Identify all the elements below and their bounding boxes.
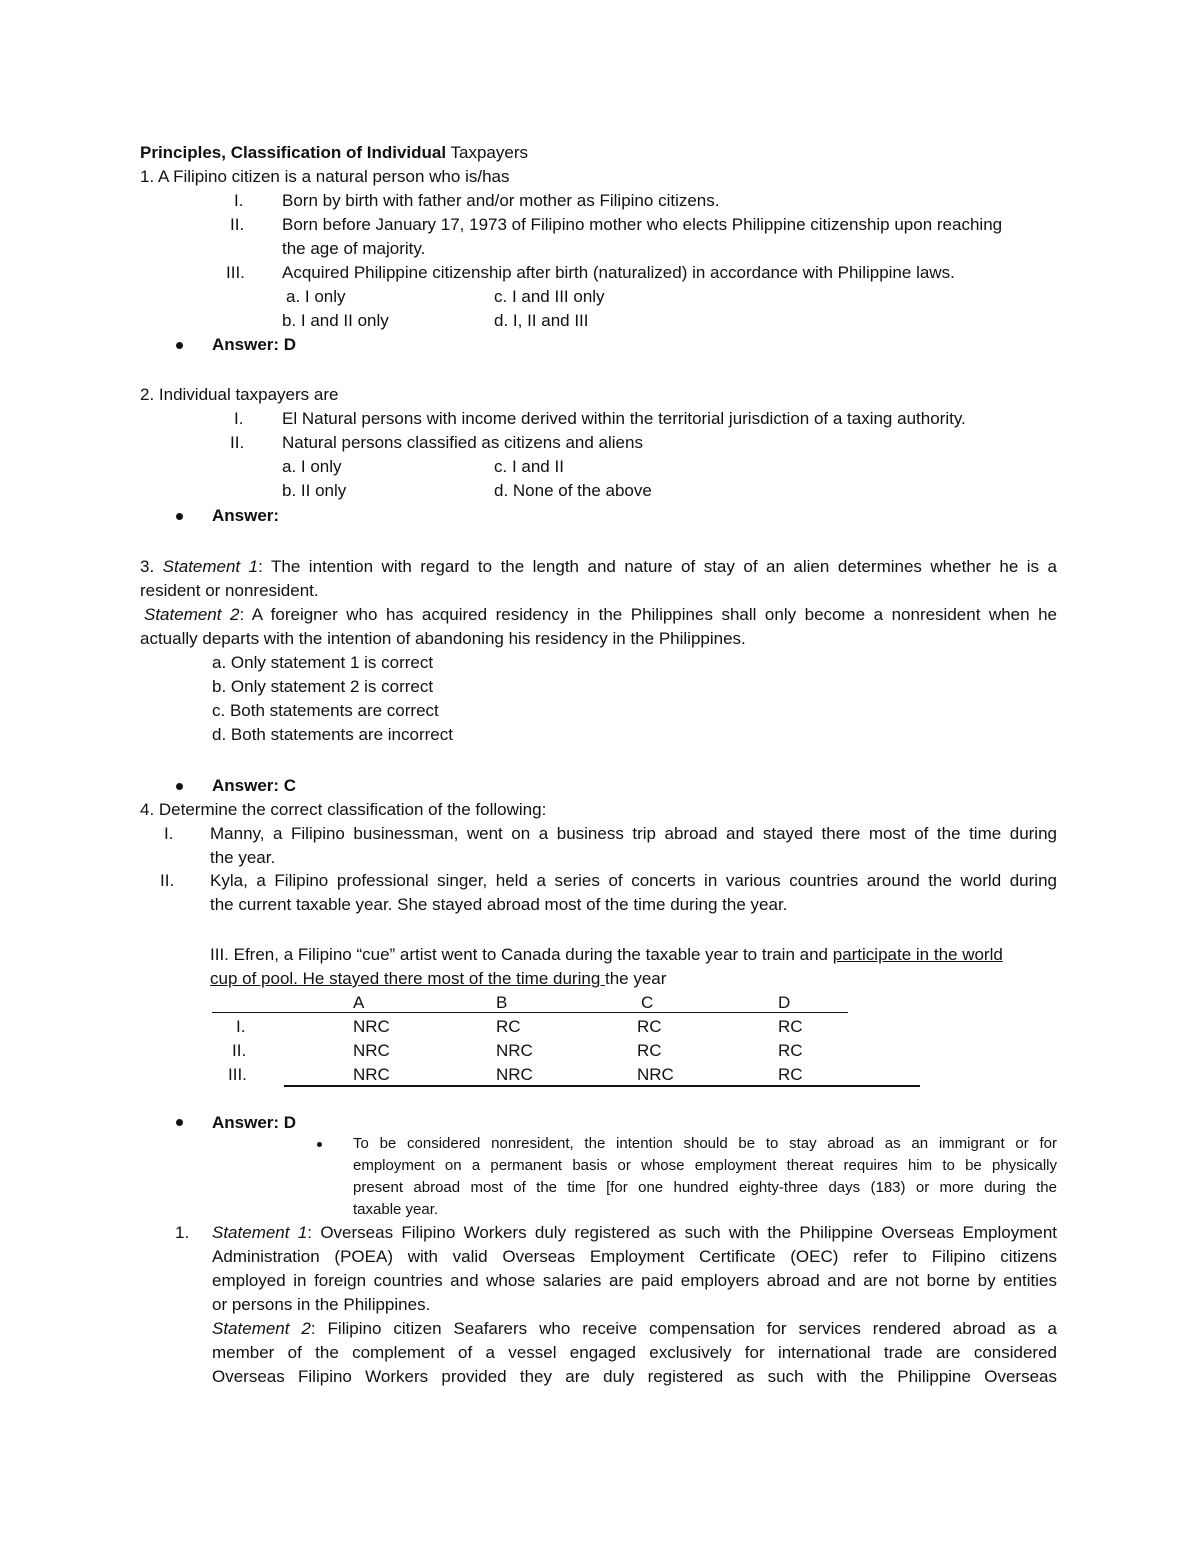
- q5-num: 1.: [175, 1223, 190, 1242]
- q4-stem: 4. Determine the correct classification of the following:: [140, 800, 547, 819]
- table-cell: RC: [637, 1041, 662, 1060]
- q4-item1-cont: the year.: [210, 848, 276, 867]
- table-cell: RC: [496, 1017, 521, 1036]
- statement-label: Statement 2: [212, 1319, 311, 1338]
- table-header: B: [496, 993, 508, 1012]
- item3-plain: the year: [605, 969, 667, 988]
- q4-item-num: I.: [164, 824, 174, 843]
- q1-item-num: I.: [234, 191, 244, 210]
- q5-statement1-line: or persons in the Philippines.: [212, 1295, 431, 1314]
- q5-statement1-line: Administration (POEA) with valid Overseas Employment Certificate (OEC) refer to Filipino citizens: [212, 1247, 1057, 1266]
- table-header: D: [778, 993, 791, 1012]
- statement-text: : A foreigner who has acquired residency in the Philippines shall only become a nonresident when he: [239, 605, 1057, 624]
- q4-item-num: II.: [160, 871, 175, 890]
- note-line: employment on a permanent basis or whose employment thereat requires him to be physically: [353, 1157, 1057, 1174]
- table-cell: RC: [778, 1017, 803, 1036]
- item3-plain: III. Efren, a Filipino “cue” artist went to Canada during the taxable year to train and: [210, 945, 833, 964]
- q1-answer: Answer: D: [212, 335, 297, 354]
- table-cell: RC: [637, 1017, 662, 1036]
- q1-option-a: a. I only: [286, 287, 346, 306]
- q1-item-text: Acquired Philippine citizenship after birth (naturalized) in accordance with Philippine laws.: [282, 263, 955, 282]
- small-bullet-icon: [317, 1142, 322, 1147]
- q2-option-b: b. II only: [282, 481, 347, 500]
- item3-underlined: participate in the world: [832, 945, 1003, 964]
- table-cell: NRC: [496, 1041, 533, 1060]
- statement-label: Statement 1: [162, 557, 259, 576]
- q2-option-c: c. I and II: [494, 457, 564, 476]
- table-cell: NRC: [353, 1017, 390, 1036]
- q4-item3-cont: [210, 968, 666, 990]
- q4-item2-text: Kyla, a Filipino professional singer, held a series of concerts in various countries around the world during: [210, 871, 1057, 890]
- q1-item-text: Born by birth with father and/or mother as Filipino citizens.: [282, 191, 720, 210]
- table-cell: NRC: [496, 1065, 533, 1084]
- q1-item-num: II.: [230, 215, 245, 234]
- q2-item-num: II.: [230, 433, 245, 452]
- q1-option-c: c. I and III only: [494, 287, 605, 306]
- q3-answer: Answer: C: [212, 776, 297, 795]
- q3-option-d: d. Both statements are incorrect: [212, 725, 453, 744]
- table-row-label: I.: [236, 1017, 246, 1036]
- bullet-icon: [176, 783, 183, 790]
- q1-item-text-cont: the age of majority.: [282, 239, 426, 258]
- table-cell: NRC: [637, 1065, 674, 1084]
- q3-statement1-cont: resident or nonresident.: [140, 581, 319, 600]
- item3-underlined: cup of pool. He stayed there most of the time during: [210, 969, 605, 988]
- q3-statement2: [144, 604, 1057, 626]
- q4-item3-text: [210, 944, 1003, 966]
- note-line: taxable year.: [353, 1201, 439, 1218]
- table-cell: RC: [778, 1041, 803, 1060]
- q4-item2-cont: the current taxable year. She stayed abroad most of the time during the year.: [210, 895, 788, 914]
- bullet-icon: [176, 342, 183, 349]
- q3-option-c: c. Both statements are correct: [212, 701, 439, 720]
- q2-item-text: Natural persons classified as citizens and aliens: [282, 433, 643, 452]
- table-cell: NRC: [353, 1065, 390, 1084]
- table-header: A: [353, 993, 365, 1012]
- statement-label: Statement 2: [144, 605, 240, 624]
- q5-statement1-line: employed in foreign countries and whose salaries are paid employers abroad and are not borne by entities: [212, 1271, 1057, 1290]
- q4-item1-text: Manny, a Filipino businessman, went on a business trip abroad and stayed there most of the time during: [210, 824, 1057, 843]
- q5-statement1: [212, 1222, 1057, 1244]
- q1-option-b: b. I and II only: [282, 311, 389, 330]
- table-row-label: III.: [228, 1065, 247, 1084]
- statement-text: : Overseas Filipino Workers duly registered as such with the Philippine Overseas Employment: [307, 1223, 1057, 1242]
- q3-option-a: a. Only statement 1 is correct: [212, 653, 434, 672]
- table-bottom-rule: [284, 1085, 920, 1087]
- q2-item-text: El Natural persons with income derived within the territorial jurisdiction of a taxing authority.: [282, 409, 966, 428]
- statement-text: : Filipino citizen Seafarers who receive compensation for services rendered abroad as a: [310, 1319, 1057, 1338]
- q3-option-b: b. Only statement 2 is correct: [212, 677, 434, 696]
- q2-item-num: I.: [234, 409, 244, 428]
- bullet-icon: [176, 1119, 183, 1126]
- q3-statement2-cont: actually departs with the intention of abandoning his residency in the Philippines.: [140, 629, 746, 648]
- table-top-rule: [212, 1012, 848, 1013]
- q1-item-num: III.: [226, 263, 245, 282]
- title-bold: Principles, Classification of Individual: [140, 143, 447, 162]
- q2-answer: Answer:: [212, 506, 280, 525]
- q5-statement2-line: member of the complement of a vessel engaged exclusively for international trade are considered: [212, 1343, 1057, 1362]
- q5-statement2: [212, 1318, 1057, 1340]
- table-header: C: [641, 993, 654, 1012]
- q2-option-d: d. None of the above: [494, 481, 652, 500]
- page-title: [140, 142, 528, 164]
- q2-option-a: a. I only: [282, 457, 342, 476]
- q2-stem: 2. Individual taxpayers are: [140, 385, 339, 404]
- q1-stem: 1. A Filipino citizen is a natural person who is/has: [140, 167, 510, 186]
- q3-statement1: 3. Statement 1: The intention with regard to the length and nature of stay of an alien determines whether he is a: [140, 557, 1057, 576]
- note-line: present abroad most of the time [for one hundred eighty-three days (183) or more during the: [353, 1179, 1057, 1196]
- title-rest: Taxpayers: [446, 143, 528, 162]
- statement-text: : The intention with regard to the length and nature of stay of an alien determines whether he is a: [258, 557, 1057, 576]
- q4-answer: Answer: D: [212, 1113, 297, 1132]
- table-row-label: II.: [232, 1041, 247, 1060]
- q1-item-text: Born before January 17, 1973 of Filipino mother who elects Philippine citizenship upon reaching: [282, 215, 1003, 234]
- statement-label: Statement 1: [212, 1223, 308, 1242]
- table-cell: RC: [778, 1065, 803, 1084]
- q5-statement2-line: Overseas Filipino Workers provided they are duly registered as such with the Philippine Overseas: [212, 1367, 1057, 1386]
- note-line: To be considered nonresident, the intention should be to stay abroad as an immigrant or for: [353, 1135, 1057, 1152]
- bullet-icon: [176, 513, 183, 520]
- table-cell: NRC: [353, 1041, 390, 1060]
- q1-option-d: d. I, II and III: [494, 311, 589, 330]
